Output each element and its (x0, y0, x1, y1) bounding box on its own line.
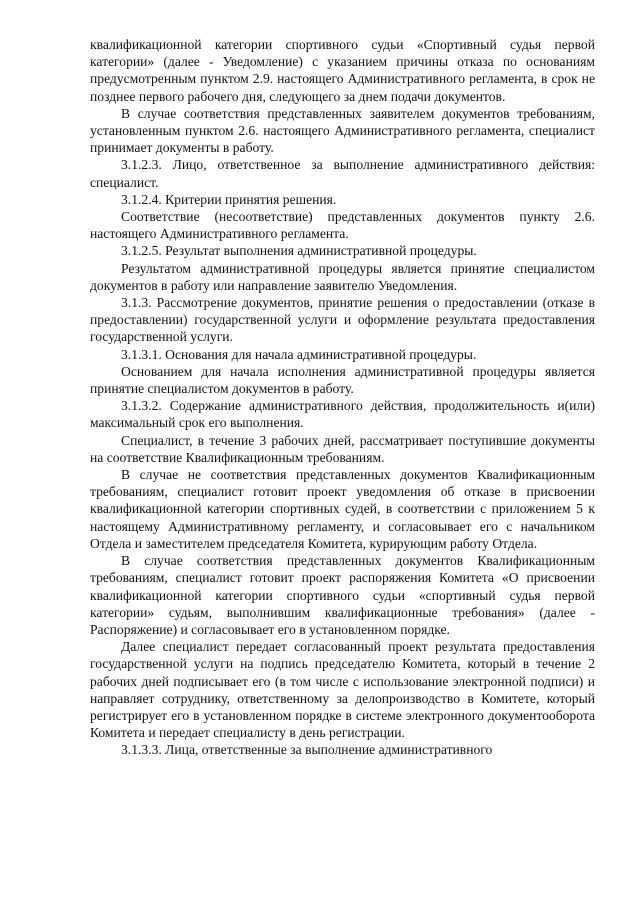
paragraph-3-1-3: 3.1.3. Рассмотрение документов, принятие решения о предоставлении (отказе в предоставлении) государственной услуги и оформление результата предоставления государственной услуги. (90, 295, 595, 345)
paragraph-3-1-3-3: 3.1.3.3. Лица, ответственные за выполнение административного (121, 742, 493, 758)
paragraph-criteria: Соответствие (несоответствие) представленных документов пункту 2.6. настоящего Административного регламента. (90, 209, 595, 242)
paragraph-documents-accepted: В случае соответствия представленных заявителем документов требованиям, установленным пунктом 2.6. настоящего Административного регламента, специалист принимает документы в работу. (90, 105, 595, 156)
paragraph-3-1-2-5: 3.1.2.5. Результат выполнения административной процедуры. (121, 243, 477, 259)
paragraph-procedure-result: Результатом административной процедуры является принятие специалистом документов в работу или направление заявителю Уведомления. (90, 260, 595, 293)
paragraph-notification-continuation: квалификационной категории спортивного судьи «Спортивный судья первой категории» (далее - Уведомление) с указанием причины отказа по основаниям предусмотренным пунктом 2.9. настоящего Административного регламента, в срок не позднее первого рабочего дня, следующего за днем подачи документов. (90, 37, 595, 104)
paragraph-3-1-3-2: 3.1.3.2. Содержание административного действия, продолжительность и(или) максимальный срок его выполнения. (90, 398, 595, 431)
document-page (90, 36, 595, 759)
paragraph-3-1-2-4: 3.1.2.4. Критерии принятия решения. (121, 191, 337, 207)
paragraph-signing: Далее специалист передает согласованный проект результата предоставления государственной услуги на подпись председателю Комитета, который в течение 2 рабочих дней подписывает его (в том числе с использование электронной подписи) и направляет сотруднику, ответственному за делопроизводство в Комитете, который регистрирует его в установленном порядке в системе электронного документооборота Комитета и передает специалисту в день регистрации. (90, 639, 595, 741)
paragraph-3-1-3-1: 3.1.3.1. Основания для начала административной процедуры. (121, 346, 477, 362)
paragraph-compliance-case: В случае соответствия представленных документов Квалификационным требованиям, специалист готовит проект распоряжения Комитета «О присвоении квалификационной категории спортивного судьи «спортивный судья первой категории» судьям, выполнившим квалификационные требования» (далее - Распоряжение) и согласовывает его в установленном порядке. (90, 553, 595, 637)
paragraph-3-1-2-3: 3.1.2.3. Лицо, ответственное за выполнение административного действия: специалист. (90, 157, 595, 190)
paragraph-refusal-case: В случае не соответствия представленных документов Квалификационным требованиям, специалист готовит проект уведомления об отказе в присвоении квалификационной категории спортивных судей, в соответствии с приложением 5 к настоящему Административному регламенту, и согласовывает его с начальником Отдела и заместителем председателя Комитета, курирующим работу Отдела. (90, 467, 595, 551)
paragraph-review: Специалист, в течение 3 рабочих дней, рассматривает поступившие документы на соответствие Квалификационным требованиям. (90, 432, 595, 465)
paragraph-basis: Основанием для начала исполнения административной процедуры является принятие специалистом документов в работу. (90, 363, 595, 397)
